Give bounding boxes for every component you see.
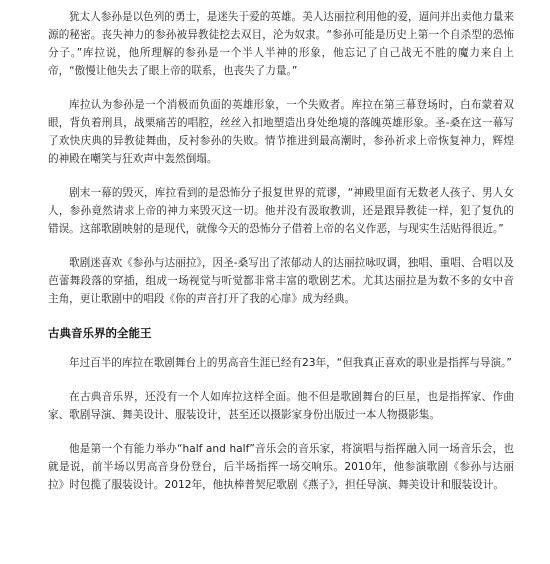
paragraph-gap [48, 80, 514, 96]
paragraph-gap [48, 372, 514, 388]
paragraph-2: 库拉认为参孙是一个消极而负面的英雄形象，一个失败者。库拉在第三幕登场时，白布蒙着双眼，背负着刑具，战栗痛苦的唱腔，丝丝入扣地塑造出身处绝境的落魄英雄形象。圣-桑在这一幕写了欢快庆典的异教徒舞曲，反衬参孙的失败。情节推进到最高潮时，参孙祈求上帝恢复神力，辉煌的神殿在嘲笑与狂欢声中轰然倒塌。 [48, 99, 514, 165]
paragraph-3: 剧末一幕的毁灭，库拉看到的是恐怖分子报复世界的荒谬，“神殿里面有无数老人孩子、男人女人，参孙竟然请求上帝的神力来毁灭这一切。他并没有汲取教训，还是跟异教徒一样，犯了复仇的错误。这部歌剧映射的是现代，就像今天的恐怖分子借着上帝的名义作恶，与现实生活贴得很近。” [48, 187, 514, 235]
paragraph-gap [48, 238, 514, 254]
paragraph-gap [48, 168, 514, 184]
paragraph-4: 歌剧迷喜欢《参孙与达丽拉》，因圣-桑写出了浓郁动人的达丽拉咏叹调，独唱、重唱、合唱以及芭蕾舞段落的穿插，组成一场视觉与听觉都非常丰富的歌剧艺术。尤其达丽拉是为数不多的女中音主角，更让歌剧中的唱段《你的声音打开了我的心扉》成为经典。 [48, 257, 514, 305]
paragraph-5: 年过百半的库拉在歌剧舞台上的男高音生涯已经有23年，“但我真正喜欢的职业是指挥与导演。” [69, 357, 512, 369]
paragraph-6: 在古典音乐界，还没有一个人如库拉这样全面。他不但是歌剧舞台的巨星，也是指挥家、作曲家、歌剧导演、舞美设计、服装设计，甚至还以摄影家身份出版过一本人物摄影集。 [48, 391, 514, 421]
paragraph-1: 犹太人参孙是以色列的勇士，是迷失于爱的英雄。美人达丽拉利用他的爱，逼问并出卖他力量来源的秘密。丧失神力的参孙被异教徒挖去双目，沦为奴隶。“参孙可能是历史上第一个自杀型的恐怖分子。”库拉说，他所理解的参孙是一个半人半神的形象，他忘记了自己战无不胜的魔力来自上帝，“傲慢让他失去了眼上帝的联系，也丧失了力量。” [48, 11, 514, 77]
paragraph-gap [48, 342, 514, 354]
paragraph-gap [48, 424, 514, 440]
paragraph-7: 他是第一个有能力举办“half and half”音乐会的音乐家，将演唱与指挥融入同一场音乐会，也就是说，前半场以男高音身份登台，后半场指挥一场交响乐。2010年，他参演歌剧《参孙与达丽拉》时包揽了服装设计。2012年，他执棒普契尼歌剧《燕子》，担任导演、舞美设计和服装设计。 [48, 443, 514, 491]
paragraph-gap [48, 308, 514, 324]
section-heading: 古典音乐界的全能王 [48, 326, 152, 340]
